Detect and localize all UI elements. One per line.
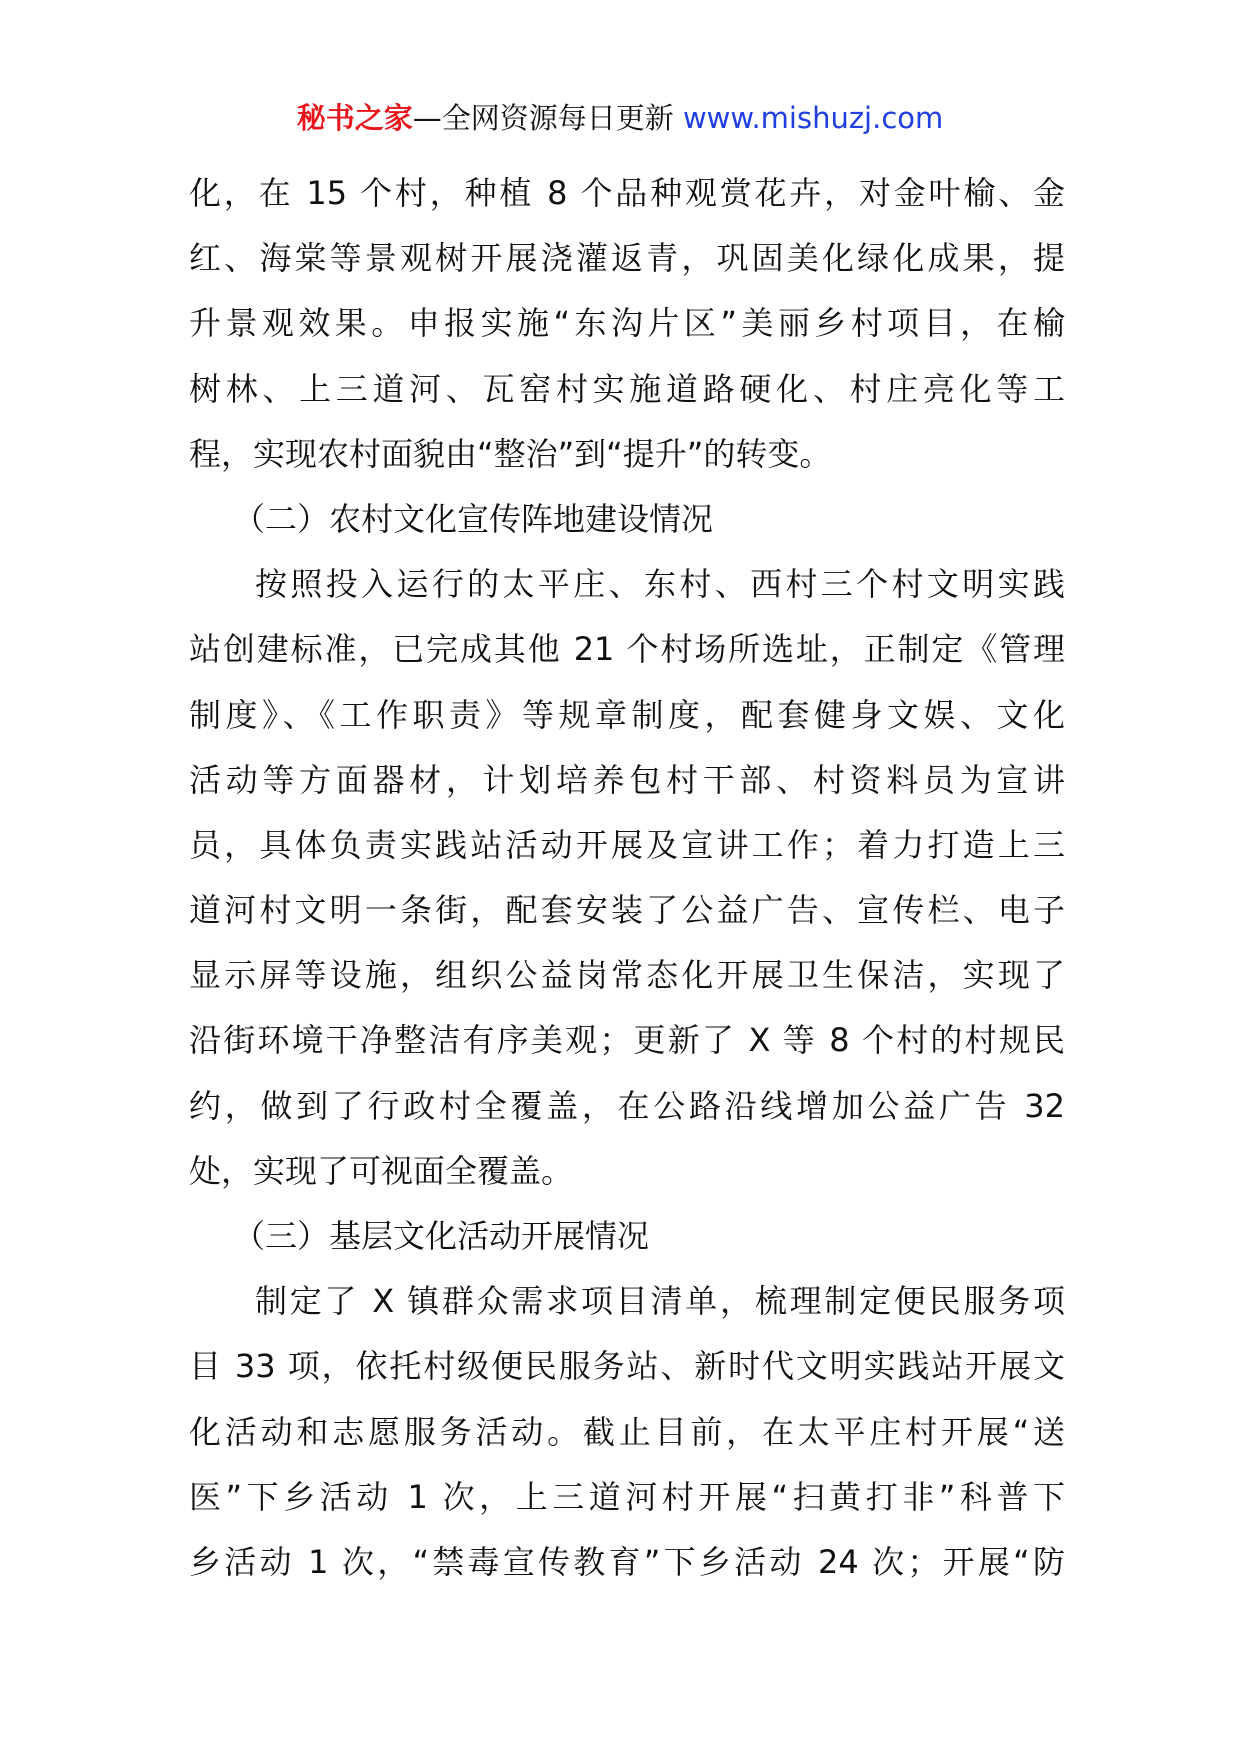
body-line: 按照投入运行的太平庄、东村、西村三个村文明实践 <box>255 565 1065 604</box>
brand-name: 秘书之家 <box>296 101 413 135</box>
body-line: 医”下乡活动 1 次，上三道河村开展“扫黄打非”科普下 <box>189 1477 1065 1516</box>
body-line: 处，实现了可视面全覆盖。 <box>189 1151 574 1190</box>
body-line: 道河村文明一条街，配套安装了公益广告、宣传栏、电子 <box>189 891 1065 930</box>
body-line: 树林、上三道河、瓦窑村实施道路硬化、村庄亮化等工 <box>189 369 1065 408</box>
body-line: 目 33 项，依托村级便民服务站、新时代文明实践站开展文 <box>189 1347 1065 1386</box>
body-line: 化，在 15 个村，种植 8 个品种观赏花卉，对金叶榆、金 <box>189 174 1065 212</box>
body-line: 活动等方面器材，计划培养包村干部、村资料员为宣讲 <box>189 760 1065 799</box>
body-line: 显示屏等设施，组织公益岗常态化开展卫生保洁，实现了 <box>189 956 1065 995</box>
body-line: 约，做到了行政村全覆盖，在公路沿线增加公益广告 32 <box>189 1086 1065 1125</box>
body-line: 程，实现农村面貌由“整治”到“提升”的转变。 <box>189 434 832 473</box>
body-line: 沿街环境干净整洁有序美观；更新了 X 等 8 个村的村规民 <box>189 1021 1065 1060</box>
body-line: 红、海棠等景观树开展浇灌返青，巩固美化绿化成果，提 <box>189 239 1065 278</box>
body-line: 制度》、《工作职责》等规章制度，配套健身文娱、文化 <box>189 695 1065 734</box>
body-line: 化活动和志愿服务活动。截止目前，在太平庄村开展“送 <box>189 1412 1065 1451</box>
site-url[interactable]: www.mishuzj.com <box>682 101 944 135</box>
body-line: 员，具体负责实践站活动开展及宣讲工作；着力打造上三 <box>189 825 1065 864</box>
page-header <box>0 98 1240 138</box>
section-heading-2: （二）农村文化宣传阵地建设情况 <box>233 499 714 538</box>
body-line: 乡活动 1 次，“禁毒宣传教育”下乡活动 24 次；开展“防 <box>189 1542 1065 1581</box>
body-line: 站创建标准，已完成其他 21 个村场所选址，正制定《管理 <box>189 630 1065 669</box>
body-line: 制定了 X 镇群众需求项目清单，梳理制定便民服务项 <box>255 1282 1065 1321</box>
body-line: 升景观效果。申报实施“东沟片区”美丽乡村项目，在榆 <box>189 304 1065 343</box>
document-body <box>189 161 1065 1595</box>
header-tagline: —全网资源每日更新 <box>412 101 683 135</box>
section-heading-3: （三）基层文化活动开展情况 <box>233 1217 650 1255</box>
